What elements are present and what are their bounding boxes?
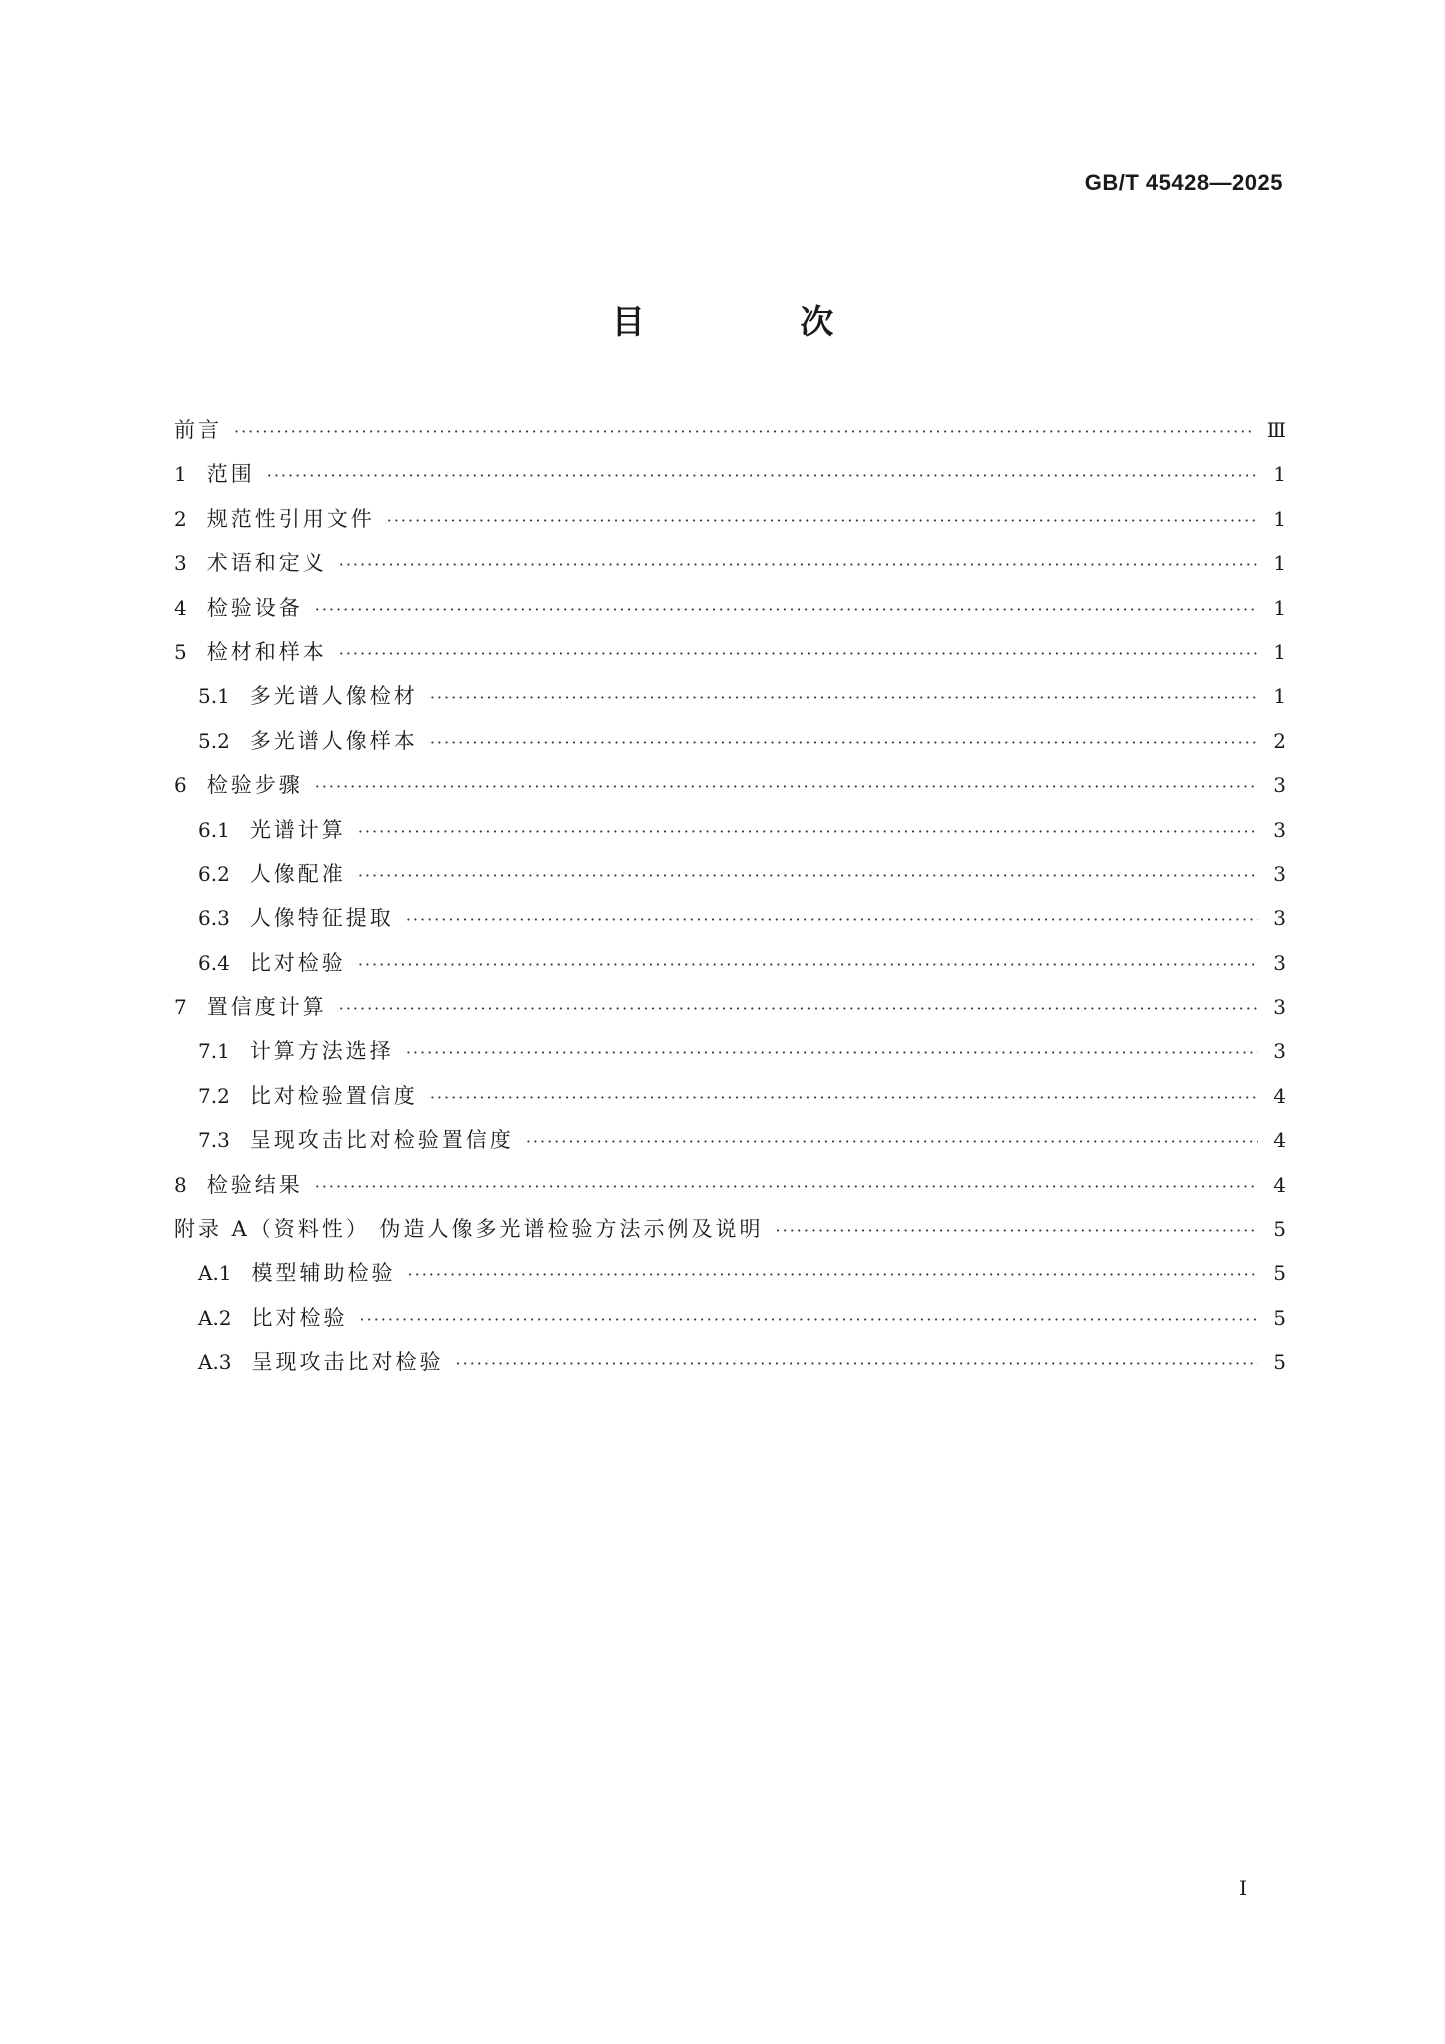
toc-entry[interactable] <box>174 1163 1286 1207</box>
toc-entry[interactable] <box>174 630 1286 674</box>
toc-leader-dots <box>339 543 1258 587</box>
toc-entry-title: 前言 <box>174 418 222 442</box>
toc-entry-number: 2 <box>174 506 187 531</box>
toc-entry-number: 6.4 <box>198 950 230 975</box>
page-number: I <box>1239 1876 1247 1900</box>
toc-entry[interactable] <box>174 1074 1286 1118</box>
toc-entry-title: 检材和样本 <box>206 639 327 664</box>
toc-entry-page: Ⅲ <box>1266 418 1286 442</box>
toc-entry[interactable] <box>174 941 1286 985</box>
toc-entry[interactable] <box>174 1296 1286 1340</box>
toc-entry-page: 1 <box>1273 462 1286 487</box>
toc-entry-title: 检验结果 <box>206 1172 303 1197</box>
toc-entry-number: 1 <box>174 462 187 487</box>
toc-leader-dots <box>406 1031 1258 1075</box>
toc-entry-number: 7.2 <box>198 1083 230 1108</box>
toc-entry-page: 3 <box>1273 1039 1286 1064</box>
toc-entry[interactable] <box>174 452 1286 496</box>
toc-entry[interactable] <box>174 1029 1286 1073</box>
toc-entry[interactable] <box>174 408 1286 452</box>
toc-entry-number: A.2 <box>198 1305 232 1330</box>
toc-entry[interactable] <box>174 808 1286 852</box>
toc-entry-page: 1 <box>1273 551 1286 576</box>
toc-entry-number: 6.2 <box>198 861 230 886</box>
toc-leader-dots <box>339 987 1258 1031</box>
toc-entry-number: 8 <box>174 1172 187 1197</box>
toc-entry[interactable] <box>174 852 1286 896</box>
table-of-contents <box>174 408 1286 1385</box>
toc-entry[interactable] <box>174 1251 1286 1295</box>
toc-entry-page: 2 <box>1273 728 1286 753</box>
toc-entry-page: 5 <box>1273 1350 1286 1375</box>
toc-entry[interactable] <box>174 497 1286 541</box>
toc-leader-dots <box>387 499 1258 543</box>
toc-entry-page: 3 <box>1273 906 1286 931</box>
toc-entry-title: 计算方法选择 <box>249 1039 394 1064</box>
toc-leader-dots <box>406 898 1258 942</box>
toc-entry-title: 人像配准 <box>249 861 346 886</box>
toc-entry-page: 1 <box>1273 684 1286 709</box>
toc-entry-page: 4 <box>1273 1083 1286 1108</box>
toc-entry-page: 1 <box>1273 506 1286 531</box>
toc-leader-dots <box>776 1209 1258 1253</box>
toc-entry-number: 4 <box>174 595 187 620</box>
toc-entry-title: 检验步骤 <box>206 773 303 798</box>
toc-entry[interactable] <box>174 541 1286 585</box>
toc-leader-dots <box>430 721 1258 765</box>
toc-entry-title: 呈现攻击比对检验置信度 <box>249 1128 514 1153</box>
toc-entry-number: 3 <box>174 551 187 576</box>
toc-entry[interactable] <box>174 985 1286 1029</box>
toc-entry-number: A.3 <box>198 1350 232 1375</box>
document-code: GB/T 45428—2025 <box>1084 170 1283 195</box>
toc-entry-title: 多光谱人像检材 <box>249 684 418 709</box>
toc-entry[interactable] <box>174 896 1286 940</box>
toc-entry-number: 7 <box>174 995 187 1020</box>
toc-entry-title: 呈现攻击比对检验 <box>251 1350 444 1375</box>
toc-entry-title: 比对检验 <box>249 950 346 975</box>
toc-entry-title: 多光谱人像样本 <box>249 728 418 753</box>
toc-entry-page: 3 <box>1273 861 1286 886</box>
toc-leader-dots <box>430 1076 1258 1120</box>
page-title: 目 次 <box>611 302 906 341</box>
toc-entry-number: 7.1 <box>198 1039 230 1064</box>
toc-entry[interactable] <box>174 763 1286 807</box>
toc-entry-page: 3 <box>1273 773 1286 798</box>
toc-leader-dots <box>526 1120 1258 1164</box>
toc-entry-number: 6 <box>174 773 187 798</box>
toc-entry-title: 置信度计算 <box>206 995 327 1020</box>
toc-leader-dots <box>234 410 1255 454</box>
toc-leader-dots <box>315 1165 1258 1209</box>
toc-entry-title: 附录 A（资料性） 伪造人像多光谱检验方法示例及说明 <box>174 1217 764 1242</box>
toc-entry-title: 比对检验置信度 <box>249 1083 418 1108</box>
toc-leader-dots <box>358 943 1258 987</box>
toc-entry-number: 5.2 <box>198 728 230 753</box>
toc-entry-title: 规范性引用文件 <box>206 506 375 531</box>
toc-entry-page: 3 <box>1273 817 1286 842</box>
toc-entry-page: 1 <box>1273 639 1286 664</box>
toc-entry-page: 5 <box>1273 1217 1286 1242</box>
toc-entry[interactable] <box>174 1207 1286 1251</box>
toc-leader-dots <box>408 1253 1258 1297</box>
toc-entry[interactable] <box>174 674 1286 718</box>
toc-entry[interactable] <box>174 1340 1286 1384</box>
toc-entry-number: 7.3 <box>198 1128 230 1153</box>
toc-entry-title: 人像特征提取 <box>249 906 394 931</box>
toc-entry[interactable] <box>174 1118 1286 1162</box>
toc-entry-title: 范围 <box>206 462 255 487</box>
toc-leader-dots <box>315 765 1258 809</box>
toc-entry-title: 比对检验 <box>251 1305 348 1330</box>
toc-entry-page: 4 <box>1273 1172 1286 1197</box>
toc-entry-page: 4 <box>1273 1128 1286 1153</box>
toc-entry-number: 6.3 <box>198 906 230 931</box>
toc-entry[interactable] <box>174 719 1286 763</box>
toc-leader-dots <box>358 810 1258 854</box>
toc-entry-title: 术语和定义 <box>206 551 327 576</box>
toc-entry-page: 1 <box>1273 595 1286 620</box>
toc-entry-number: 5.1 <box>198 684 230 709</box>
toc-leader-dots <box>339 632 1258 676</box>
toc-leader-dots <box>358 854 1258 898</box>
toc-entry-number: A.1 <box>198 1261 232 1286</box>
toc-entry-title: 光谱计算 <box>249 817 346 842</box>
toc-entry-title: 模型辅助检验 <box>251 1261 396 1286</box>
toc-entry[interactable] <box>174 586 1286 630</box>
toc-entry-page: 3 <box>1273 950 1286 975</box>
toc-entry-number: 5 <box>174 639 187 664</box>
toc-entry-page: 5 <box>1273 1305 1286 1330</box>
toc-entry-number: 6.1 <box>198 817 230 842</box>
toc-entry-title: 检验设备 <box>206 595 303 620</box>
toc-leader-dots <box>315 588 1258 632</box>
toc-leader-dots <box>430 676 1258 720</box>
toc-leader-dots <box>456 1342 1258 1386</box>
toc-leader-dots <box>360 1298 1258 1342</box>
toc-entry-page: 3 <box>1273 995 1286 1020</box>
toc-entry-page: 5 <box>1273 1261 1286 1286</box>
toc-leader-dots <box>267 454 1258 498</box>
